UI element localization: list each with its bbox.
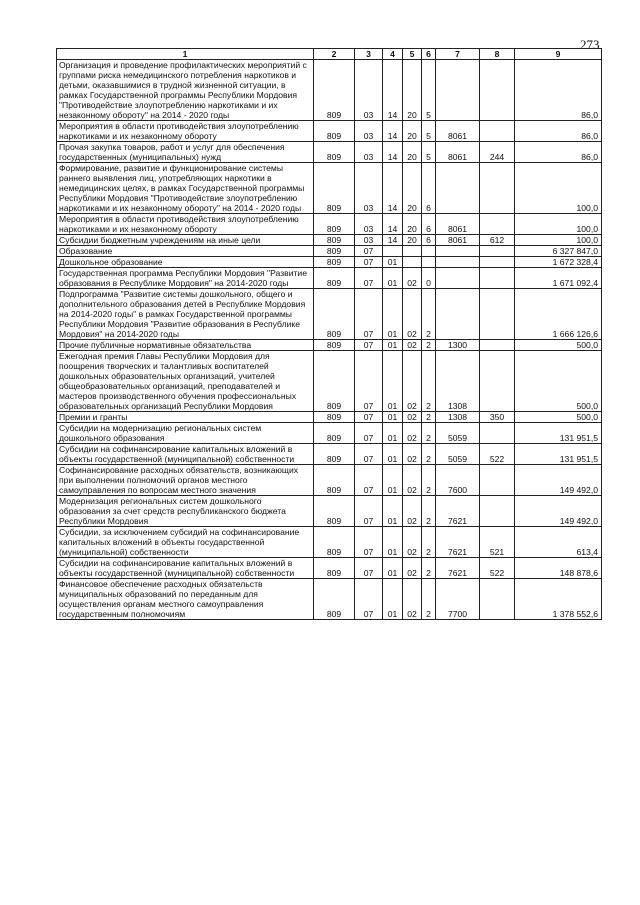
- code-cell: 03: [355, 235, 383, 246]
- amount-cell: 1 672 328,4: [515, 257, 602, 268]
- code-cell: 01: [383, 444, 403, 465]
- code-cell: 521: [480, 527, 515, 558]
- code-cell: [436, 246, 480, 257]
- code-cell: 02: [403, 444, 422, 465]
- code-cell: 2: [422, 558, 436, 579]
- code-cell: 5059: [436, 423, 480, 444]
- table-row: [57, 246, 602, 257]
- code-cell: 01: [383, 423, 403, 444]
- code-cell: 244: [480, 142, 515, 163]
- code-cell: [480, 121, 515, 142]
- row-name-cell: Субсидии на модернизацию региональных систем дошкольного образования: [57, 423, 314, 444]
- row-name-cell: Образование: [57, 246, 314, 257]
- column-header: 4: [383, 49, 403, 60]
- code-cell: 2: [422, 527, 436, 558]
- row-name-cell: Модернизация региональных систем дошкольного образования за счет средств республиканского бюджета Республики Мордовия: [57, 496, 314, 527]
- code-cell: [436, 268, 480, 289]
- code-cell: 7600: [436, 465, 480, 496]
- code-cell: [480, 423, 515, 444]
- row-name-cell: Государственная программа Республики Мордовия "Развитие образования в Республике Мордовия" на 2014-2020 годы: [57, 268, 314, 289]
- code-cell: 02: [403, 423, 422, 444]
- column-header: 2: [314, 49, 355, 60]
- table-row: [57, 268, 602, 289]
- code-cell: 20: [403, 163, 422, 214]
- amount-cell: 6 327 847,0: [515, 246, 602, 257]
- code-cell: [383, 246, 403, 257]
- code-cell: 809: [314, 121, 355, 142]
- code-cell: 809: [314, 268, 355, 289]
- row-name-cell: Финансовое обеспечение расходных обязательств муниципальных образований по переданным для осуществления органам местного самоуправления государственным полномочиям: [57, 579, 314, 620]
- code-cell: 7621: [436, 558, 480, 579]
- code-cell: 2: [422, 444, 436, 465]
- code-cell: 20: [403, 214, 422, 235]
- code-cell: 809: [314, 558, 355, 579]
- code-cell: 809: [314, 289, 355, 340]
- code-cell: 14: [383, 235, 403, 246]
- code-cell: 7621: [436, 527, 480, 558]
- code-cell: [480, 351, 515, 412]
- amount-cell: 500,0: [515, 412, 602, 423]
- code-cell: [403, 257, 422, 268]
- code-cell: 522: [480, 444, 515, 465]
- column-header: 1: [57, 49, 314, 60]
- code-cell: 07: [355, 579, 383, 620]
- code-cell: [436, 60, 480, 121]
- code-cell: 2: [422, 351, 436, 412]
- row-name-cell: Субсидии бюджетным учреждениям на иные цели: [57, 235, 314, 246]
- amount-cell: 1 671 092,4: [515, 268, 602, 289]
- code-cell: 612: [480, 235, 515, 246]
- code-cell: 809: [314, 257, 355, 268]
- amount-cell: 86,0: [515, 121, 602, 142]
- code-cell: 07: [355, 527, 383, 558]
- row-name-cell: Субсидии на софинансирование капитальных вложений в объекты государственной (муниципальной) собственности: [57, 558, 314, 579]
- code-cell: 01: [383, 351, 403, 412]
- code-cell: 02: [403, 412, 422, 423]
- column-header: 6: [422, 49, 436, 60]
- code-cell: 14: [383, 142, 403, 163]
- code-cell: 2: [422, 289, 436, 340]
- amount-cell: 131 951,5: [515, 423, 602, 444]
- code-cell: 01: [383, 465, 403, 496]
- budget-table: [56, 48, 602, 620]
- code-cell: 20: [403, 235, 422, 246]
- code-cell: [480, 496, 515, 527]
- code-cell: 02: [403, 351, 422, 412]
- code-cell: 2: [422, 423, 436, 444]
- code-cell: 809: [314, 527, 355, 558]
- code-cell: 809: [314, 351, 355, 412]
- code-cell: 02: [403, 465, 422, 496]
- code-cell: 02: [403, 558, 422, 579]
- row-name-cell: Премии и гранты: [57, 412, 314, 423]
- code-cell: 809: [314, 142, 355, 163]
- code-cell: [403, 246, 422, 257]
- code-cell: 14: [383, 121, 403, 142]
- code-cell: 02: [403, 340, 422, 351]
- row-name-cell: Организация и проведение профилактических мероприятий с группами риска немедицинского потребления наркотиков и детьми, оказавшимися в трудной жизненной ситуации, в рамках Государственной программы Республики Мордовия "Противодействие злоупотреблению наркотиками и их незаконному обороту" на 2014 - 2020 годы: [57, 60, 314, 121]
- code-cell: 809: [314, 465, 355, 496]
- table-row: [57, 340, 602, 351]
- code-cell: 01: [383, 412, 403, 423]
- code-cell: [480, 465, 515, 496]
- code-cell: [480, 579, 515, 620]
- code-cell: 6: [422, 163, 436, 214]
- amount-cell: 131 951,5: [515, 444, 602, 465]
- code-cell: 07: [355, 496, 383, 527]
- code-cell: 2: [422, 496, 436, 527]
- code-cell: 5: [422, 60, 436, 121]
- code-cell: [436, 257, 480, 268]
- table-row: [57, 351, 602, 412]
- code-cell: 809: [314, 412, 355, 423]
- code-cell: 07: [355, 340, 383, 351]
- code-cell: 01: [383, 579, 403, 620]
- code-cell: 07: [355, 423, 383, 444]
- code-cell: 07: [355, 558, 383, 579]
- code-cell: 809: [314, 214, 355, 235]
- code-cell: 07: [355, 412, 383, 423]
- code-cell: 8061: [436, 235, 480, 246]
- column-header: 7: [436, 49, 480, 60]
- code-cell: 5059: [436, 444, 480, 465]
- code-cell: 01: [383, 268, 403, 289]
- code-cell: 07: [355, 289, 383, 340]
- table-row: [57, 423, 602, 444]
- row-name-cell: Дошкольное образование: [57, 257, 314, 268]
- table-row: [57, 214, 602, 235]
- code-cell: 02: [403, 496, 422, 527]
- row-name-cell: Субсидии на софинансирование капитальных вложений в объекты государственной (муниципальной) собственности: [57, 444, 314, 465]
- code-cell: 0: [422, 268, 436, 289]
- code-cell: 5: [422, 142, 436, 163]
- row-name-cell: Субсидии, за исключением субсидий на софинансирование капитальных вложений в объекты государственной (муниципальной) собственности: [57, 527, 314, 558]
- code-cell: [480, 289, 515, 340]
- code-cell: 07: [355, 268, 383, 289]
- table-row: [57, 558, 602, 579]
- code-cell: 14: [383, 163, 403, 214]
- code-cell: 20: [403, 142, 422, 163]
- amount-cell: 148 878,6: [515, 558, 602, 579]
- code-cell: 02: [403, 289, 422, 340]
- row-name-cell: Подпрограмма "Развитие системы дошкольного, общего и дополнительного образования детей в Республике Мордовия на 2014-2020 годы" в рамках Государственной программы Республики Мордовия "Развитие образования в Республике Мордовия" на 2014-2020 годы: [57, 289, 314, 340]
- amount-cell: 149 492,0: [515, 496, 602, 527]
- code-cell: 809: [314, 235, 355, 246]
- code-cell: 01: [383, 340, 403, 351]
- code-cell: 8061: [436, 214, 480, 235]
- code-cell: 7621: [436, 496, 480, 527]
- code-cell: 20: [403, 121, 422, 142]
- table-row: [57, 412, 602, 423]
- table-row: [57, 235, 602, 246]
- code-cell: 14: [383, 214, 403, 235]
- code-cell: 07: [355, 246, 383, 257]
- code-cell: 2: [422, 579, 436, 620]
- table-row: [57, 444, 602, 465]
- row-name-cell: Софинансирование расходных обязательств, возникающих при выполнении полномочий органов местного самоуправления по вопросам местного значения: [57, 465, 314, 496]
- code-cell: 2: [422, 340, 436, 351]
- amount-cell: 1 378 552,6: [515, 579, 602, 620]
- amount-cell: 100,0: [515, 163, 602, 214]
- code-cell: 809: [314, 246, 355, 257]
- amount-cell: 86,0: [515, 60, 602, 121]
- code-cell: 1308: [436, 351, 480, 412]
- code-cell: 20: [403, 60, 422, 121]
- table-row: [57, 579, 602, 620]
- amount-cell: 149 492,0: [515, 465, 602, 496]
- code-cell: 07: [355, 257, 383, 268]
- code-cell: 01: [383, 289, 403, 340]
- code-cell: 8061: [436, 121, 480, 142]
- row-name-cell: Мероприятия в области противодействия злоупотреблению наркотиками и их незаконному обороту: [57, 214, 314, 235]
- code-cell: 14: [383, 60, 403, 121]
- code-cell: 5: [422, 121, 436, 142]
- code-cell: 1300: [436, 340, 480, 351]
- column-header: 8: [480, 49, 515, 60]
- table-row: [57, 60, 602, 121]
- code-cell: 03: [355, 214, 383, 235]
- header-row: [57, 49, 602, 60]
- row-name-cell: Формирование, развитие и функционирование системы раннего выявления лиц, употребляющих наркотики в немедицинских целях, в рамках Государственной программы Республики Мордовия "Противодействие злоупотреблению наркотиками и их незаконному обороту" на 2014 - 2020 годы: [57, 163, 314, 214]
- code-cell: 03: [355, 60, 383, 121]
- code-cell: 1308: [436, 412, 480, 423]
- row-name-cell: Прочая закупка товаров, работ и услуг для обеспечения государственных (муниципальных) нужд: [57, 142, 314, 163]
- row-name-cell: Мероприятия в области противодействия злоупотреблению наркотиками и их незаконному обороту: [57, 121, 314, 142]
- table-row: [57, 121, 602, 142]
- code-cell: 02: [403, 579, 422, 620]
- amount-cell: 100,0: [515, 214, 602, 235]
- code-cell: 07: [355, 444, 383, 465]
- table-row: [57, 496, 602, 527]
- column-header: 9: [515, 49, 602, 60]
- code-cell: 03: [355, 163, 383, 214]
- code-cell: 809: [314, 340, 355, 351]
- code-cell: 809: [314, 163, 355, 214]
- code-cell: 809: [314, 579, 355, 620]
- code-cell: [422, 257, 436, 268]
- page-number: 273: [580, 37, 600, 52]
- code-cell: 2: [422, 412, 436, 423]
- table-body: [57, 60, 602, 620]
- code-cell: 6: [422, 214, 436, 235]
- code-cell: 809: [314, 423, 355, 444]
- amount-cell: 500,0: [515, 340, 602, 351]
- amount-cell: 86,0: [515, 142, 602, 163]
- amount-cell: 613,4: [515, 527, 602, 558]
- code-cell: 8061: [436, 142, 480, 163]
- code-cell: 350: [480, 412, 515, 423]
- column-header: 5: [403, 49, 422, 60]
- code-cell: 2: [422, 465, 436, 496]
- code-cell: [480, 214, 515, 235]
- table-row: [57, 163, 602, 214]
- code-cell: [436, 289, 480, 340]
- code-cell: 07: [355, 351, 383, 412]
- code-cell: [480, 163, 515, 214]
- code-cell: [480, 340, 515, 351]
- code-cell: 01: [383, 527, 403, 558]
- row-name-cell: Прочие публичные нормативные обязательства: [57, 340, 314, 351]
- table-row: [57, 142, 602, 163]
- table-row: [57, 465, 602, 496]
- table-row: [57, 527, 602, 558]
- code-cell: [436, 163, 480, 214]
- code-cell: [480, 268, 515, 289]
- code-cell: 02: [403, 268, 422, 289]
- code-cell: 03: [355, 121, 383, 142]
- code-cell: 01: [383, 257, 403, 268]
- code-cell: [480, 246, 515, 257]
- code-cell: 809: [314, 60, 355, 121]
- code-cell: 02: [403, 527, 422, 558]
- amount-cell: 500,0: [515, 351, 602, 412]
- code-cell: [480, 257, 515, 268]
- code-cell: 07: [355, 465, 383, 496]
- amount-cell: 1 666 126,6: [515, 289, 602, 340]
- table-row: [57, 257, 602, 268]
- code-cell: [480, 60, 515, 121]
- code-cell: 7700: [436, 579, 480, 620]
- code-cell: 809: [314, 444, 355, 465]
- amount-cell: 100,0: [515, 235, 602, 246]
- code-cell: 01: [383, 496, 403, 527]
- code-cell: [422, 246, 436, 257]
- table-row: [57, 289, 602, 340]
- code-cell: 03: [355, 142, 383, 163]
- column-header: 3: [355, 49, 383, 60]
- row-name-cell: Ежегодная премия Главы Республики Мордовия для поощрения творческих и талантливых воспитателей дошкольных образовательных организаций, учителей общеобразовательных организаций, преподавателей и мастеров производственного обучения профессиональных образовательных организаций Республики Мордовия: [57, 351, 314, 412]
- code-cell: 522: [480, 558, 515, 579]
- code-cell: 01: [383, 558, 403, 579]
- code-cell: 6: [422, 235, 436, 246]
- code-cell: 809: [314, 496, 355, 527]
